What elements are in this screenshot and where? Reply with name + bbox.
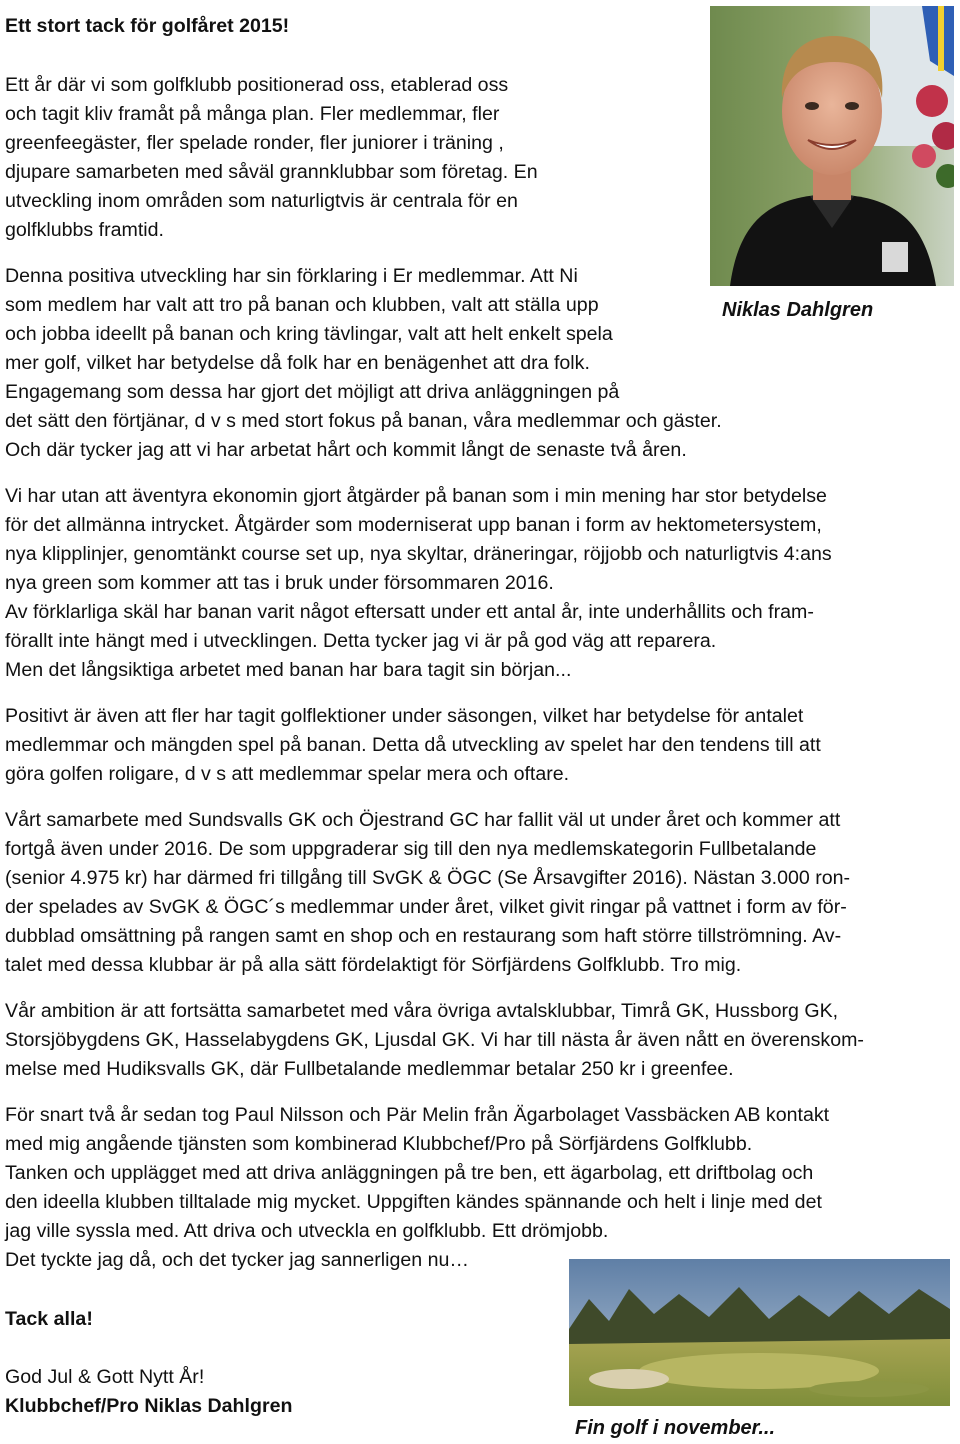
text-line: Och där tycker jag att vi har arbetat hårt och kommit långt de senaste två åren. (5, 439, 687, 461)
text-line: det sätt den förtjänar, d v s med stort fokus på banan, våra medlemmar och gäster. (5, 410, 722, 432)
text-line: Ett år där vi som golfklubb positionerad oss, etablerad oss (5, 74, 509, 96)
text-line: nya green som kommer att tas i bruk under försommaren 2016. (5, 572, 554, 594)
text-line: Men det långsiktiga arbetet med banan har bara tagit sin början... (5, 659, 572, 681)
golf-course-photo (569, 1259, 950, 1406)
text-line: Vi har utan att äventyra ekonomin gjort åtgärder på banan som i min mening har stor betydelse (5, 485, 827, 507)
text-line: med mig angående tjänsten som kombinerad Klubbchef/Pro på Sörfjärdens Golfklubb. (5, 1133, 753, 1155)
text-line: Det tyckte jag då, och det tycker jag sannerligen nu… (5, 1249, 469, 1271)
text-line: nya klipplinjer, genomtänkt course set up, nya skyltar, dräneringar, röjjobb och naturligtvis 4:ans (5, 543, 832, 565)
text-line: för det allmänna intrycket. Åtgärder som moderniserat upp banan i form av hektometersystem, (5, 514, 822, 536)
page-title: Ett stort tack för golfåret 2015! (5, 15, 290, 37)
text-line: Vårt samarbete med Sundsvalls GK och Öjestrand GC har fallit väl ut under året och kommer att (5, 809, 841, 831)
text-line: Denna positiva utveckling har sin förklaring i Er medlemmar. Att Ni (5, 265, 578, 287)
text-line: medlemmar och mängden spel på banan. Detta då utveckling av spelet har den tendens till att (5, 734, 821, 756)
greeting-text: God Jul & Gott Nytt År! (5, 1366, 205, 1388)
text-line: göra golfen roligare, d v s att medlemmar spelar mera och oftare. (5, 763, 570, 785)
text-line: dubblad omsättning på rangen samt en shop och en restaurang som haft större tillströmning. Av- (5, 925, 842, 947)
course-photo-caption: Fin golf i november... (575, 1417, 776, 1439)
thanks-text: Tack alla! (5, 1308, 93, 1330)
text-line: talet med dessa klubbar är på alla sätt fördelaktigt för Sörfjärdens Golfklubb. Tro mig. (5, 954, 742, 976)
text-line: Positivt är även att fler har tagit golflektioner under säsongen, vilket har betydelse för antalet (5, 705, 804, 727)
text-line: Storsjöbygdens GK, Hasselabygdens GK, Ljusdal GK. Vi har till nästa år även nått en överenskom- (5, 1029, 864, 1051)
text-line: Tanken och upplägget med att driva anläggningen på tre ben, ett ägarbolag, ett driftbolag och (5, 1162, 814, 1184)
text-line: jag ville syssla med. Att driva och utveckla en golfklubb. Ett drömjobb. (5, 1220, 609, 1242)
text-line: den ideella klubben tilltalade mig mycket. Uppgiften kändes spännande och helt i linje med det (5, 1191, 822, 1213)
text-line: fortgå även under 2016. De som uppgraderar sig till den nya medlemskategorin Fullbetalande (5, 838, 817, 860)
text-line: Av förklarliga skäl har banan varit något eftersatt under ett antal år, inte underhållits och fram- (5, 601, 814, 623)
portrait-caption: Niklas Dahlgren (722, 299, 874, 321)
text-line: Vår ambition är att fortsätta samarbetet med våra övriga avtalsklubbar, Timrå GK, Hussborg GK, (5, 1000, 839, 1022)
text-line: melse med Hudiksvalls GK, där Fullbetalande medlemmar betalar 250 kr i greenfee. (5, 1058, 734, 1080)
text-line: förallt inte hängt med i utvecklingen. Detta tycker jag vi är på god väg att reparera. (5, 630, 717, 652)
text-line: golfklubbs framtid. (5, 219, 164, 241)
text-line: Engagemang som dessa har gjort det möjligt att driva anläggningen på (5, 381, 620, 403)
text-line: djupare samarbeten med såväl grannklubbar som företag. En (5, 161, 538, 183)
text-line: För snart två år sedan tog Paul Nilsson och Pär Melin från Ägarbolaget Vassbäcken AB kontakt (5, 1104, 830, 1126)
signature: Klubbchef/Pro Niklas Dahlgren (5, 1395, 293, 1417)
text-line: och tagit kliv framåt på många plan. Fler medlemmar, fler (5, 103, 500, 125)
text-line: (senior 4.975 kr) har därmed fri tillgång till SvGK & ÖGC (Se Årsavgifter 2016). Nästan 3.000 ron- (5, 867, 851, 889)
text-line: utveckling inom områden som naturligtvis är centrala för en (5, 190, 518, 212)
portrait-photo (710, 6, 954, 286)
text-line: mer golf, vilket har betydelse då folk har en benägenhet att dra folk. (5, 352, 590, 374)
text-line: greenfeegäster, fler spelade ronder, fler juniorer i träning , (5, 132, 504, 154)
text-line: der spelades av SvGK & ÖGC´s medlemmar under året, vilket givit ringar på vattnet i form av för- (5, 896, 847, 918)
text-line: som medlem har valt att tro på banan och klubben, valt att ställa upp (5, 294, 599, 316)
text-line: och jobba ideellt på banan och kring tävlingar, valt att helt enkelt spela (5, 323, 613, 345)
